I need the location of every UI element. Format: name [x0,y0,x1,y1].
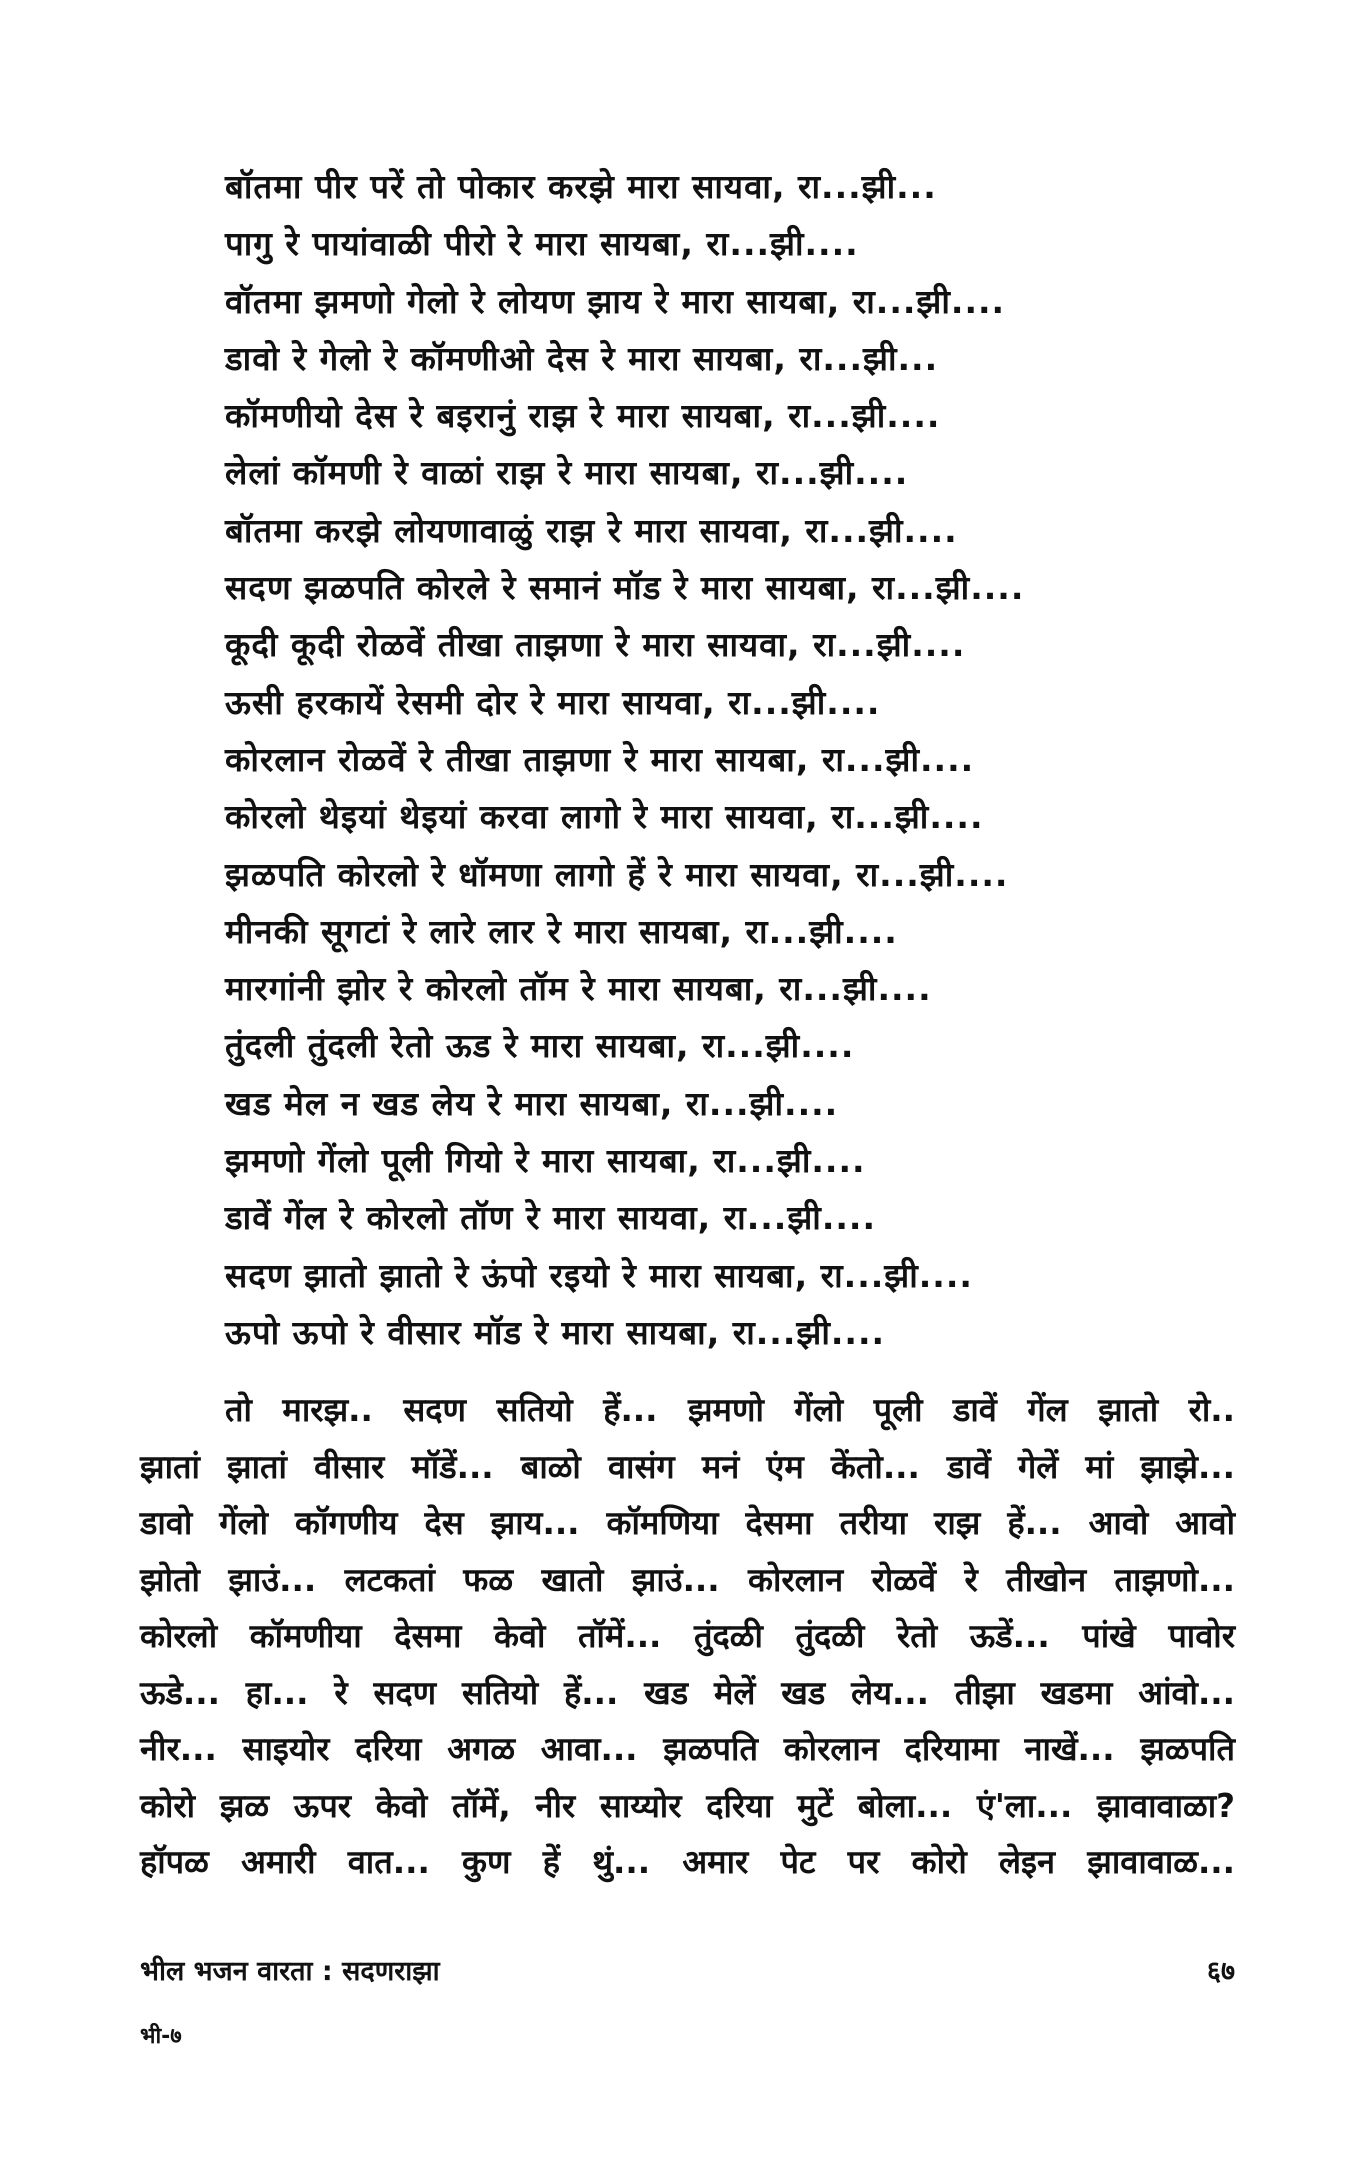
prose-line [140,1382,1235,1439]
verse-line: तुंदली तुंदली रेतो ऊड रे मारा सायबा, रा...झी.... [225,1026,855,1066]
prose-line: कोरो झळ ऊपर केवो तॉमें, नीर साय्योर दरिया मुटें बोला... एं'ला... झावावाळा? [140,1786,1235,1825]
verse-block [225,158,1225,1361]
prose-line: नीर... साइयोर दरिया अगळ आवा... झळपति कोरलान दरियामा नाखें... झळपति [140,1730,1235,1768]
verse-line: बॉतमा पीर परें तो पोकार करझे मारा सायवा, रा...झी... [225,167,937,206]
verse-line: कोरलो थेइयां थेइयां करवा लागो रे मारा सायवा, रा...झी.... [225,797,984,837]
prose-line: कोरलो कॉमणीया देसमा केवो तॉमें... तुंदळी तुंदळी रेतो ऊडें... पांखे पावोर [140,1617,1235,1655]
verse-line: झमणो गेंलो पूली गियो रे मारा सायबा, रा...झी.... [225,1141,866,1181]
verse-line: कोरलान रोळवें रे तीखा ताझणा रे मारा सायबा, रा...झी.... [225,739,975,779]
page-number: ६७ [1206,1956,1235,1987]
verse-line: बॉतमा करझे लोयणावाळुं राझ रे मारा सायवा, रा...झी.... [225,510,958,550]
verse-line: डावो रे गेलो रे कॉमणीओ देस रे मारा सायबा, रा...झी... [225,338,939,378]
verse-line: पागु रे पायांवाळी पीरो रे मारा सायबा, रा...झी.... [225,224,859,264]
verse-line: ऊसी हरकायें रेसमी दोर रे मारा सायवा, रा...झी.... [225,682,881,722]
verse-line: लेलां कॉमणी रे वाळां राझ रे मारा सायबा, रा...झी.... [225,453,909,493]
verse-line: डावें गेंल रे कोरलो तॉण रे मारा सायवा, रा...झी.... [225,1198,876,1238]
verse-line: झळपति कोरलो रे धॉमणा लागो हें रे मारा सायवा, रा...झी.... [225,854,1009,894]
prose-line: डावो गेंलो कॉगणीय देस झाय... कॉमणिया देसमा तरीया राझ हें... आवो आवो [140,1504,1235,1542]
book-title: भील भजन वारता : सदणराझा [140,1956,440,1987]
prose-line-text: तो मारझ.. सदण सतियो हें... झमणो गेंलो पूली डावें गेंल झातो रो.. [225,1391,1235,1429]
prose-line: झातां झातां वीसार मॉडें... बाळो वासंग मनं एंम केंतो... डावें गेलें मां झाझे... [140,1447,1235,1486]
prose-line: ऊडे... हा... रे सदण सतियो हें... खड मेलें खड लेय... तीझा खडमा आंवो... [140,1673,1235,1712]
verse-line: मीनकी सूगटां रे लारे लार रे मारा सायबा, रा...झी.... [225,911,898,951]
verse-line: खड मेल न खड लेय रे मारा सायबा, रा...झी.... [225,1083,839,1123]
verse-line: वॉतमा झमणो गेलो रे लोयण झाय रे मारा सायबा, रा...झी.... [225,281,1006,321]
verse-line: सदण झातो झातो रे ऊंपो रइयो रे मारा सायबा, रा...झी.... [225,1255,973,1295]
verse-line: मारगांनी झोर रे कोरलो तॉम रे मारा सायबा, रा...झी.... [225,969,932,1009]
verse-line: कूदी कूदी रोळवें तीखा ताझणा रे मारा सायवा, रा...झी.... [225,625,966,665]
verse-line: सदण झळपति कोरले रे समानं मॉड रे मारा सायबा, रा...झी.... [225,568,1025,608]
prose-line: हॉपळ अमारी वात... कुण हें थुं... अमार पेट पर कोरो लेइन झावावाळ... [140,1843,1235,1881]
signature-mark: भी-७ [140,2024,182,2049]
verse-line: कॉमणीयो देस रे बइरानुं राझ रे मारा सायबा, रा...झी.... [225,396,941,436]
verse-line: ऊपो ऊपो रे वीसार मॉड रे मारा सायबा, रा...झी.... [225,1312,886,1352]
page-footer [140,1952,1235,1992]
prose-paragraph [140,1382,1235,1891]
prose-line: झोतो झाउं... लटकतां फळ खातो झाउं... कोरलान रोळवें रे तीखोन ताझणो... [140,1560,1235,1599]
